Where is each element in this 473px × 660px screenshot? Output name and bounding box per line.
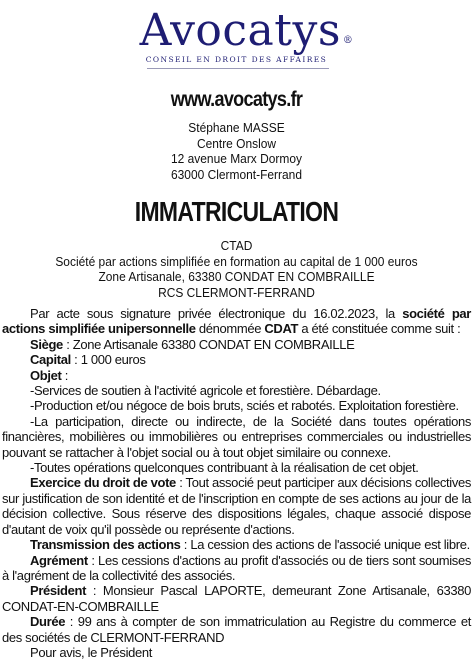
objet-item: -Production et/ou négoce de bois bruts, sciés et rabotés. Exploitation forestière.: [30, 398, 459, 414]
president-value: : Monsieur Pascal LAPORTE, demeurant Zone Artisanale, 63380 CONDAT-EN-COMBRAILLE: [2, 583, 471, 614]
logo-wordmark: Avocatys: [139, 5, 341, 56]
agrement-paragraph: [2, 553, 471, 584]
president-label: Président: [30, 583, 87, 599]
contact-building: Centre Onslow: [196, 135, 277, 151]
vote-value: : Tout associé peut participer aux décisions collectives sur justification de son identité et de l'inscription en compte de ses actions au jour de la décision collective. Sous réserve des dispositions légales, chaque associé dispose d'autant de voix qu'il possède ou représente d'actions.: [2, 475, 471, 537]
agrement-label: Agrément: [30, 552, 88, 568]
company-form: Société par actions simplifiée en formation au capital de 1 000 euros: [55, 253, 418, 269]
objet-item: -Toutes opérations quelconques contribuant à la réalisation de cet objet.: [30, 460, 419, 476]
siege-paragraph: [2, 337, 471, 352]
company-rcs: RCS CLERMONT-FERRAND: [158, 284, 315, 300]
capital-label: Capital: [30, 352, 71, 368]
registered-mark: ®: [342, 35, 354, 46]
company-name: CTAD: [220, 238, 253, 253]
intro-text: Par acte sous signature privée électronique du 16.02.2023, la: [30, 306, 403, 321]
agrement-value: : Les cessions d'actions au profit d'associés ou de tiers sont soumises à l'agrément de la collectivité des associés.: [2, 552, 471, 583]
notice-title: IMMATRICULATION: [134, 196, 339, 227]
logo-divider: [147, 68, 329, 69]
company-header: [19, 238, 454, 300]
objet-item: -Services de soutien à l'activité agricole et forestière. Débardage.: [30, 383, 381, 399]
closing-line: Pour avis, le Président: [30, 644, 153, 660]
duree-value: : 99 ans à compter de son immatriculation au Registre du commerce et des sociétés de CLERMONT-FERRAND: [2, 614, 471, 645]
intro-text: a été constituée comme suit :: [298, 321, 461, 337]
contact-street: 12 avenue Marx Dormoy: [171, 151, 302, 166]
intro-company-type: société par actions simplifiée unipersonnelle: [2, 306, 471, 337]
notice-body: [2, 306, 471, 660]
transmission-label: Transmission des actions: [30, 537, 181, 553]
capital-value: : 1 000 euros: [70, 352, 146, 368]
website-url: www.avocatys.fr: [170, 88, 303, 111]
vote-label: Exercice du droit de vote: [30, 475, 176, 491]
intro-paragraph: [2, 306, 471, 337]
objet-label: Objet: [30, 367, 62, 383]
avocatys-logo: [0, 6, 473, 56]
intro-text: dénommée: [195, 321, 265, 337]
transmission-paragraph: [2, 537, 471, 552]
capital-paragraph: [2, 352, 471, 367]
duree-paragraph: [2, 614, 471, 645]
duree-label: Durée: [30, 614, 66, 630]
intro-company-name: CDAT: [264, 321, 299, 337]
contact-address: [19, 120, 454, 182]
company-address: Zone Artisanale, 63380 CONDAT EN COMBRAILLE: [98, 269, 375, 284]
siege-label: Siège: [30, 336, 63, 352]
president-paragraph: [2, 583, 471, 614]
vote-paragraph: [2, 475, 471, 537]
objet-item: -La participation, directe ou indirecte, de la Société dans toutes opérations financières, mobilières ou immobilières ou entreprises commerciales ou industrielles pouvant se rattacher à l'objet social ou à tout objet similaire ou connexe.: [2, 413, 471, 460]
contact-city: 63000 Clermont-Ferrand: [171, 166, 302, 182]
siege-value: : Zone Artisanale 63380 CONDAT EN COMBRAILLE: [62, 336, 355, 352]
objet-value: :: [61, 367, 69, 383]
transmission-value: : La cession des actions de l'associé unique est libre.: [180, 537, 470, 553]
contact-name: Stéphane MASSE: [188, 120, 285, 135]
logo-tagline: CONSEIL EN DROIT DES AFFAIRES: [145, 55, 328, 64]
objet-paragraph: [2, 368, 471, 383]
